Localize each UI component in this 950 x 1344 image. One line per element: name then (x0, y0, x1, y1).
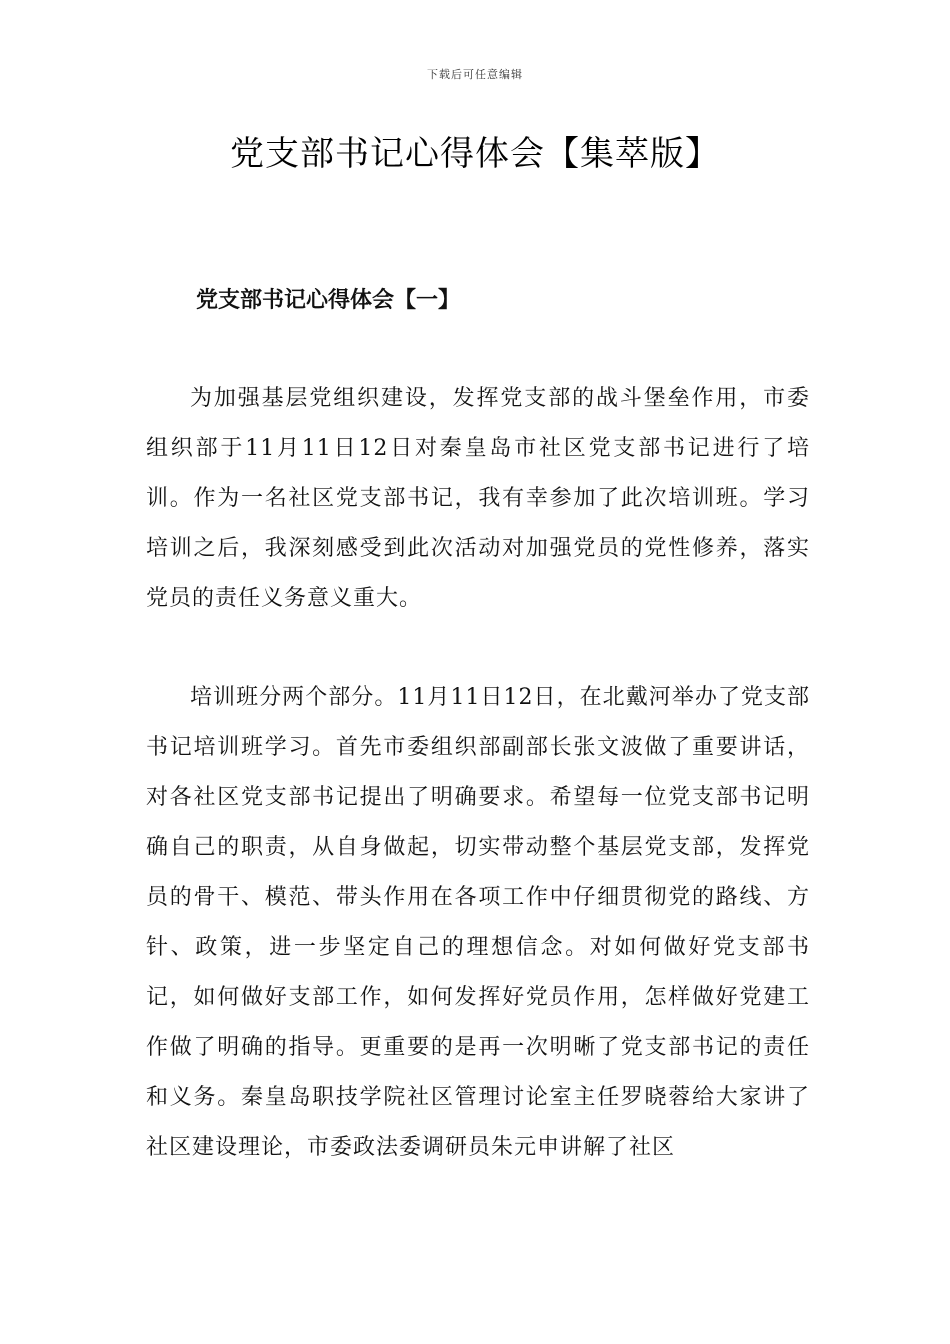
document-title: 党支部书记心得体会【集萃版】 (230, 134, 720, 174)
header-note: 下载后可任意编辑 (427, 68, 523, 81)
body-paragraph-1: 为加强基层党组织建设，发挥党支部的战斗堡垒作用，市委组织部于11月11日12日对秦皇岛市社区党支部书记进行了培训。作为一名社区党支部书记，我有幸参加了此次培训班。学习培训之后，我深刻感受到此次活动对加强党员的党性修养，落实党员的责任义务意义重大。 (146, 386, 810, 611)
body-paragraph-2: 培训班分两个部分。11月11日12日，在北戴河举办了党支部书记培训班学习。首先市委组织部副部长张文波做了重要讲话，对各社区党支部书记提出了明确要求。希望每一位党支部书记明确自己的职责，从自身做起，切实带动整个基层党支部，发挥党员的骨干、模范、带头作用在各项工作中仔细贯彻党的路线、方针、政策，进一步坚定自己的理想信念。对如何做好党支部书记，如何做好支部工作，如何发挥好党员作用，怎样做好党建工作做了明确的指导。更重要的是再一次明晰了党支部书记的责任和义务。秦皇岛职技学院社区管理讨论室主任罗晓蓉给大家讲了社区建设理论，市委政法委调研员朱元申讲解了社区 (146, 685, 810, 1160)
section-heading: 党支部书记心得体会【一】 (196, 287, 461, 313)
